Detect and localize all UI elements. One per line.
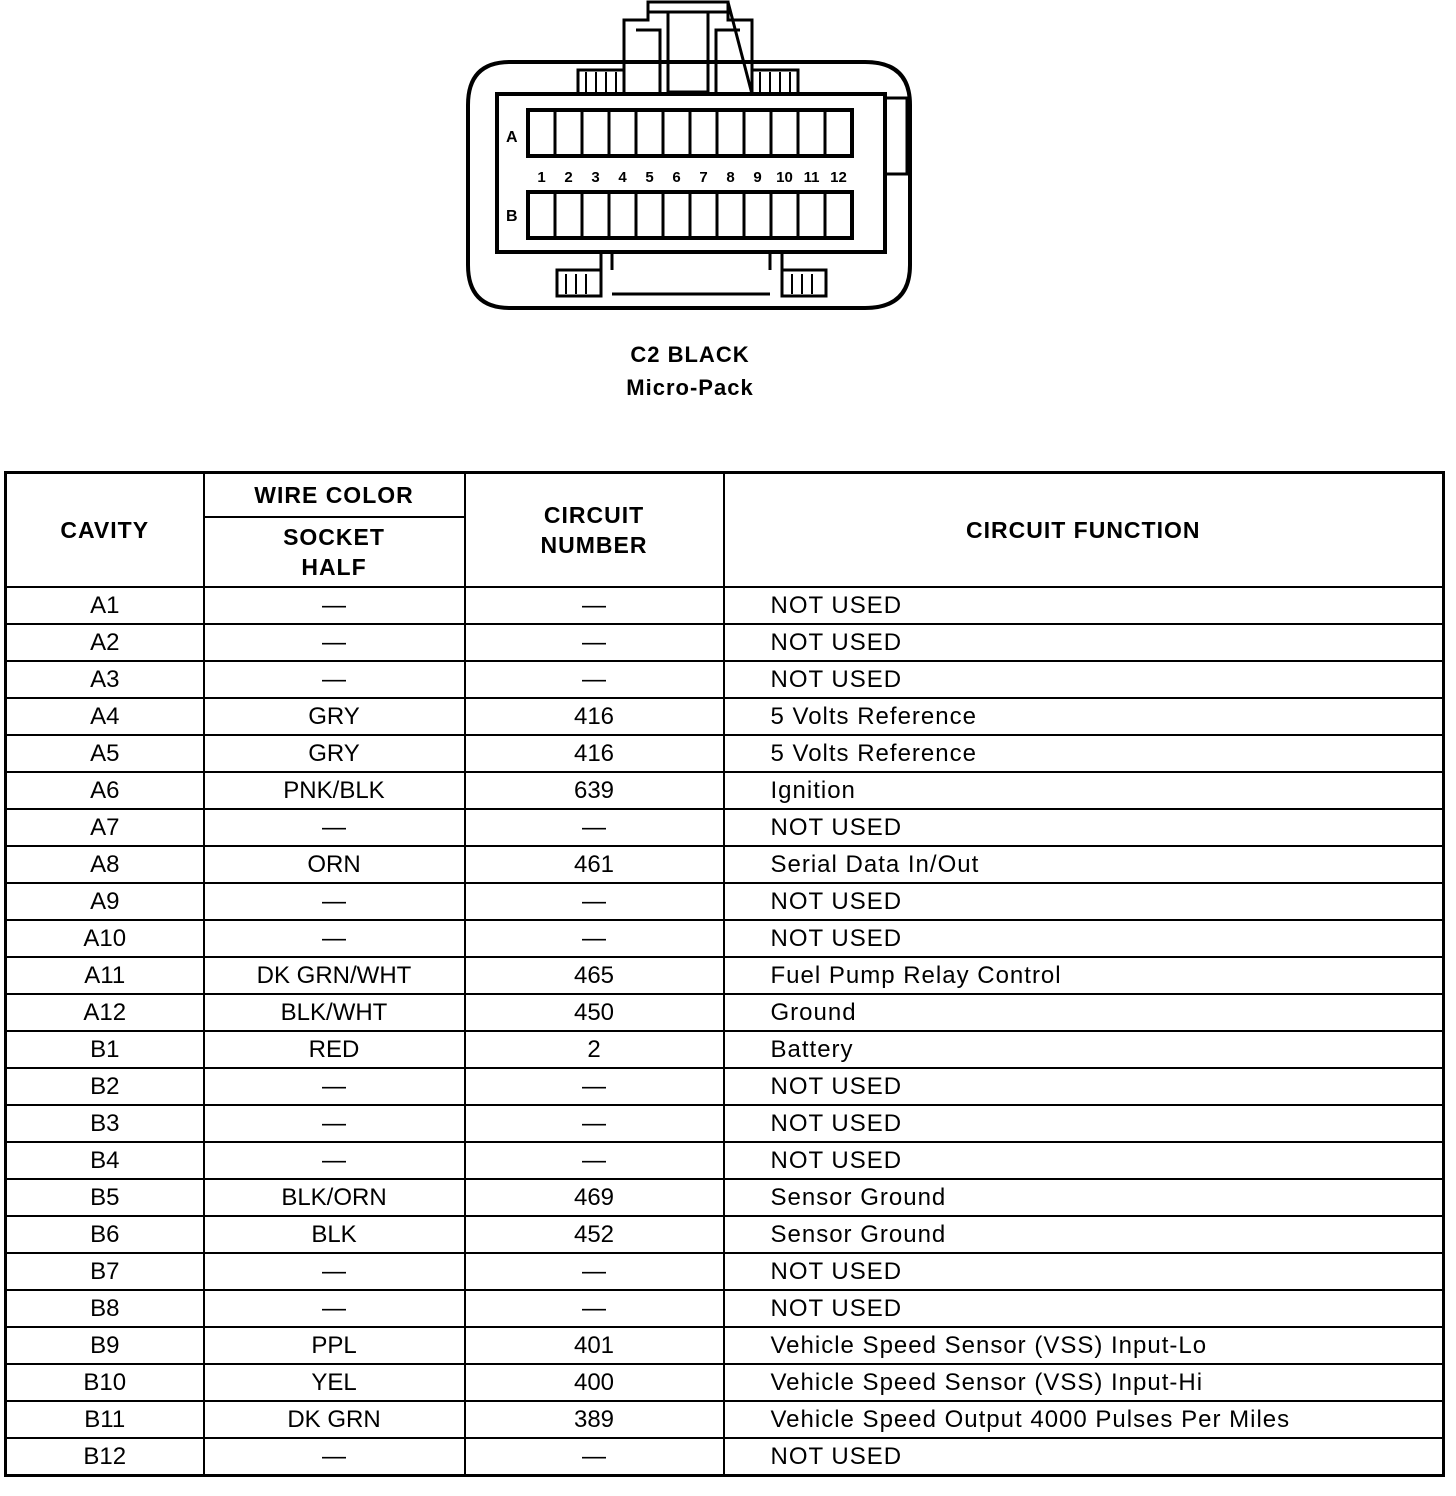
- header-socket-half: SOCKET HALF: [204, 517, 465, 587]
- circuit-function-cell: Sensor Ground: [724, 1216, 1444, 1253]
- table-row: [6, 1290, 1444, 1327]
- connector-caption-name: C2 BLACK: [630, 342, 750, 367]
- cavity-cell: B4: [6, 1142, 204, 1179]
- cavity-cell: A8: [6, 846, 204, 883]
- pin-number-1: 1: [537, 169, 546, 186]
- header-wire-color: WIRE COLOR: [204, 473, 465, 518]
- circuit-function-cell: Sensor Ground: [724, 1179, 1444, 1216]
- wire-color-cell: —: [204, 1142, 465, 1179]
- pin-numbers: [537, 169, 847, 186]
- wire-color-cell: ORN: [204, 846, 465, 883]
- pin-number-12: 12: [830, 169, 847, 186]
- circuit-function-cell: NOT USED: [724, 1438, 1444, 1476]
- wire-color-cell: RED: [204, 1031, 465, 1068]
- circuit-function-cell: Serial Data In/Out: [724, 846, 1444, 883]
- pin-number-8: 8: [726, 169, 735, 186]
- wire-color-cell: PPL: [204, 1327, 465, 1364]
- pin-number-2: 2: [564, 169, 573, 186]
- pin-number-6: 6: [672, 169, 681, 186]
- wire-color-cell: —: [204, 587, 465, 624]
- circuit-number-cell: 416: [465, 735, 724, 772]
- cavity-cell: B12: [6, 1438, 204, 1476]
- wire-color-cell: —: [204, 920, 465, 957]
- circuit-function-cell: Battery: [724, 1031, 1444, 1068]
- table-row: [6, 920, 1444, 957]
- cavity-cell: A5: [6, 735, 204, 772]
- circuit-number-cell: 465: [465, 957, 724, 994]
- circuit-function-cell: Vehicle Speed Sensor (VSS) Input-Lo: [724, 1327, 1444, 1364]
- cavity-cell: B8: [6, 1290, 204, 1327]
- circuit-function-cell: NOT USED: [724, 1290, 1444, 1327]
- table-row: [6, 1327, 1444, 1364]
- wire-color-cell: —: [204, 1253, 465, 1290]
- table-row: [6, 1179, 1444, 1216]
- circuit-function-cell: NOT USED: [724, 624, 1444, 661]
- circuit-function-cell: Vehicle Speed Output 4000 Pulses Per Miles: [724, 1401, 1444, 1438]
- circuit-function-cell: NOT USED: [724, 587, 1444, 624]
- circuit-number-cell: —: [465, 624, 724, 661]
- table-row: [6, 698, 1444, 735]
- circuit-function-cell: Ignition: [724, 772, 1444, 809]
- wire-color-cell: —: [204, 883, 465, 920]
- circuit-number-cell: —: [465, 1105, 724, 1142]
- table-row: [6, 624, 1444, 661]
- table-row: [6, 1253, 1444, 1290]
- table-row: [6, 772, 1444, 809]
- table-row: [6, 809, 1444, 846]
- cavity-cell: A9: [6, 883, 204, 920]
- wire-color-cell: —: [204, 1068, 465, 1105]
- circuit-number-cell: —: [465, 809, 724, 846]
- row-a-label: A: [506, 129, 518, 146]
- header-circuit-function: CIRCUIT FUNCTION: [724, 473, 1444, 588]
- header-circuit-number: CIRCUIT NUMBER: [465, 473, 724, 588]
- circuit-function-cell: NOT USED: [724, 809, 1444, 846]
- cavity-cell: A7: [6, 809, 204, 846]
- cavity-cell: A4: [6, 698, 204, 735]
- cavity-cell: B11: [6, 1401, 204, 1438]
- circuit-function-cell: NOT USED: [724, 1068, 1444, 1105]
- wire-color-cell: —: [204, 661, 465, 698]
- table-row: [6, 1068, 1444, 1105]
- circuit-number-cell: —: [465, 920, 724, 957]
- table-row: [6, 1438, 1444, 1476]
- header-cavity: CAVITY: [6, 473, 204, 588]
- connector-caption-type: Micro-Pack: [626, 375, 754, 400]
- circuit-number-cell: 389: [465, 1401, 724, 1438]
- circuit-number-cell: 450: [465, 994, 724, 1031]
- cavity-cell: B2: [6, 1068, 204, 1105]
- connector-key: [885, 98, 907, 174]
- cavity-cell: B1: [6, 1031, 204, 1068]
- cavity-cell: B6: [6, 1216, 204, 1253]
- wire-color-cell: —: [204, 624, 465, 661]
- table-row: [6, 1364, 1444, 1401]
- circuit-number-cell: —: [465, 1290, 724, 1327]
- wire-color-cell: —: [204, 809, 465, 846]
- pin-table: [4, 471, 1445, 1477]
- table-row: [6, 1142, 1444, 1179]
- table-row: [6, 735, 1444, 772]
- pin-number-4: 4: [618, 169, 627, 186]
- table-row: [6, 1216, 1444, 1253]
- cavity-cell: A1: [6, 587, 204, 624]
- cavity-cell: B7: [6, 1253, 204, 1290]
- wire-color-cell: DK GRN: [204, 1401, 465, 1438]
- connector-latch: [624, 2, 752, 94]
- table-row: [6, 661, 1444, 698]
- cavity-cell: B3: [6, 1105, 204, 1142]
- wire-color-cell: BLK: [204, 1216, 465, 1253]
- cavity-cell: A12: [6, 994, 204, 1031]
- circuit-number-cell: 2: [465, 1031, 724, 1068]
- circuit-function-cell: NOT USED: [724, 920, 1444, 957]
- cavity-cell: A10: [6, 920, 204, 957]
- table-row: [6, 1105, 1444, 1142]
- table-row: [6, 587, 1444, 624]
- wire-color-cell: —: [204, 1438, 465, 1476]
- circuit-number-cell: —: [465, 661, 724, 698]
- wire-color-cell: —: [204, 1105, 465, 1142]
- circuit-number-cell: 469: [465, 1179, 724, 1216]
- cavity-cell: B9: [6, 1327, 204, 1364]
- circuit-function-cell: NOT USED: [724, 1253, 1444, 1290]
- table-row: [6, 1401, 1444, 1438]
- pin-number-5: 5: [645, 169, 654, 186]
- circuit-function-cell: NOT USED: [724, 1142, 1444, 1179]
- row-b-label: B: [506, 208, 518, 225]
- circuit-number-cell: —: [465, 1438, 724, 1476]
- cavity-cell: B5: [6, 1179, 204, 1216]
- circuit-function-cell: 5 Volts Reference: [724, 735, 1444, 772]
- cavity-cell: A11: [6, 957, 204, 994]
- table-row: [6, 1031, 1444, 1068]
- wire-color-cell: DK GRN/WHT: [204, 957, 465, 994]
- cavity-cell: B10: [6, 1364, 204, 1401]
- cavity-cell: A6: [6, 772, 204, 809]
- pin-number-9: 9: [753, 169, 762, 186]
- table-row: [6, 957, 1444, 994]
- pin-number-11: 11: [803, 169, 820, 186]
- circuit-number-cell: 400: [465, 1364, 724, 1401]
- circuit-function-cell: 5 Volts Reference: [724, 698, 1444, 735]
- circuit-function-cell: Fuel Pump Relay Control: [724, 957, 1444, 994]
- circuit-function-cell: Ground: [724, 994, 1444, 1031]
- circuit-number-cell: 639: [465, 772, 724, 809]
- circuit-function-cell: NOT USED: [724, 1105, 1444, 1142]
- circuit-function-cell: NOT USED: [724, 661, 1444, 698]
- circuit-function-cell: Vehicle Speed Sensor (VSS) Input-Hi: [724, 1364, 1444, 1401]
- pin-number-7: 7: [699, 169, 708, 186]
- cavity-cell: A3: [6, 661, 204, 698]
- cavity-cell: A2: [6, 624, 204, 661]
- pin-number-10: 10: [776, 169, 793, 186]
- pin-number-3: 3: [591, 169, 600, 186]
- circuit-number-cell: 401: [465, 1327, 724, 1364]
- circuit-function-cell: NOT USED: [724, 883, 1444, 920]
- wire-color-cell: —: [204, 1290, 465, 1327]
- circuit-number-cell: —: [465, 1142, 724, 1179]
- wire-color-cell: GRY: [204, 698, 465, 735]
- circuit-number-cell: —: [465, 587, 724, 624]
- circuit-number-cell: —: [465, 1068, 724, 1105]
- circuit-number-cell: 416: [465, 698, 724, 735]
- table-row: [6, 883, 1444, 920]
- circuit-number-cell: 461: [465, 846, 724, 883]
- circuit-number-cell: 452: [465, 1216, 724, 1253]
- wire-color-cell: PNK/BLK: [204, 772, 465, 809]
- table-row: [6, 994, 1444, 1031]
- table-row: [6, 846, 1444, 883]
- wire-color-cell: BLK/ORN: [204, 1179, 465, 1216]
- wire-color-cell: GRY: [204, 735, 465, 772]
- circuit-number-cell: —: [465, 1253, 724, 1290]
- circuit-number-cell: —: [465, 883, 724, 920]
- wire-color-cell: BLK/WHT: [204, 994, 465, 1031]
- wire-color-cell: YEL: [204, 1364, 465, 1401]
